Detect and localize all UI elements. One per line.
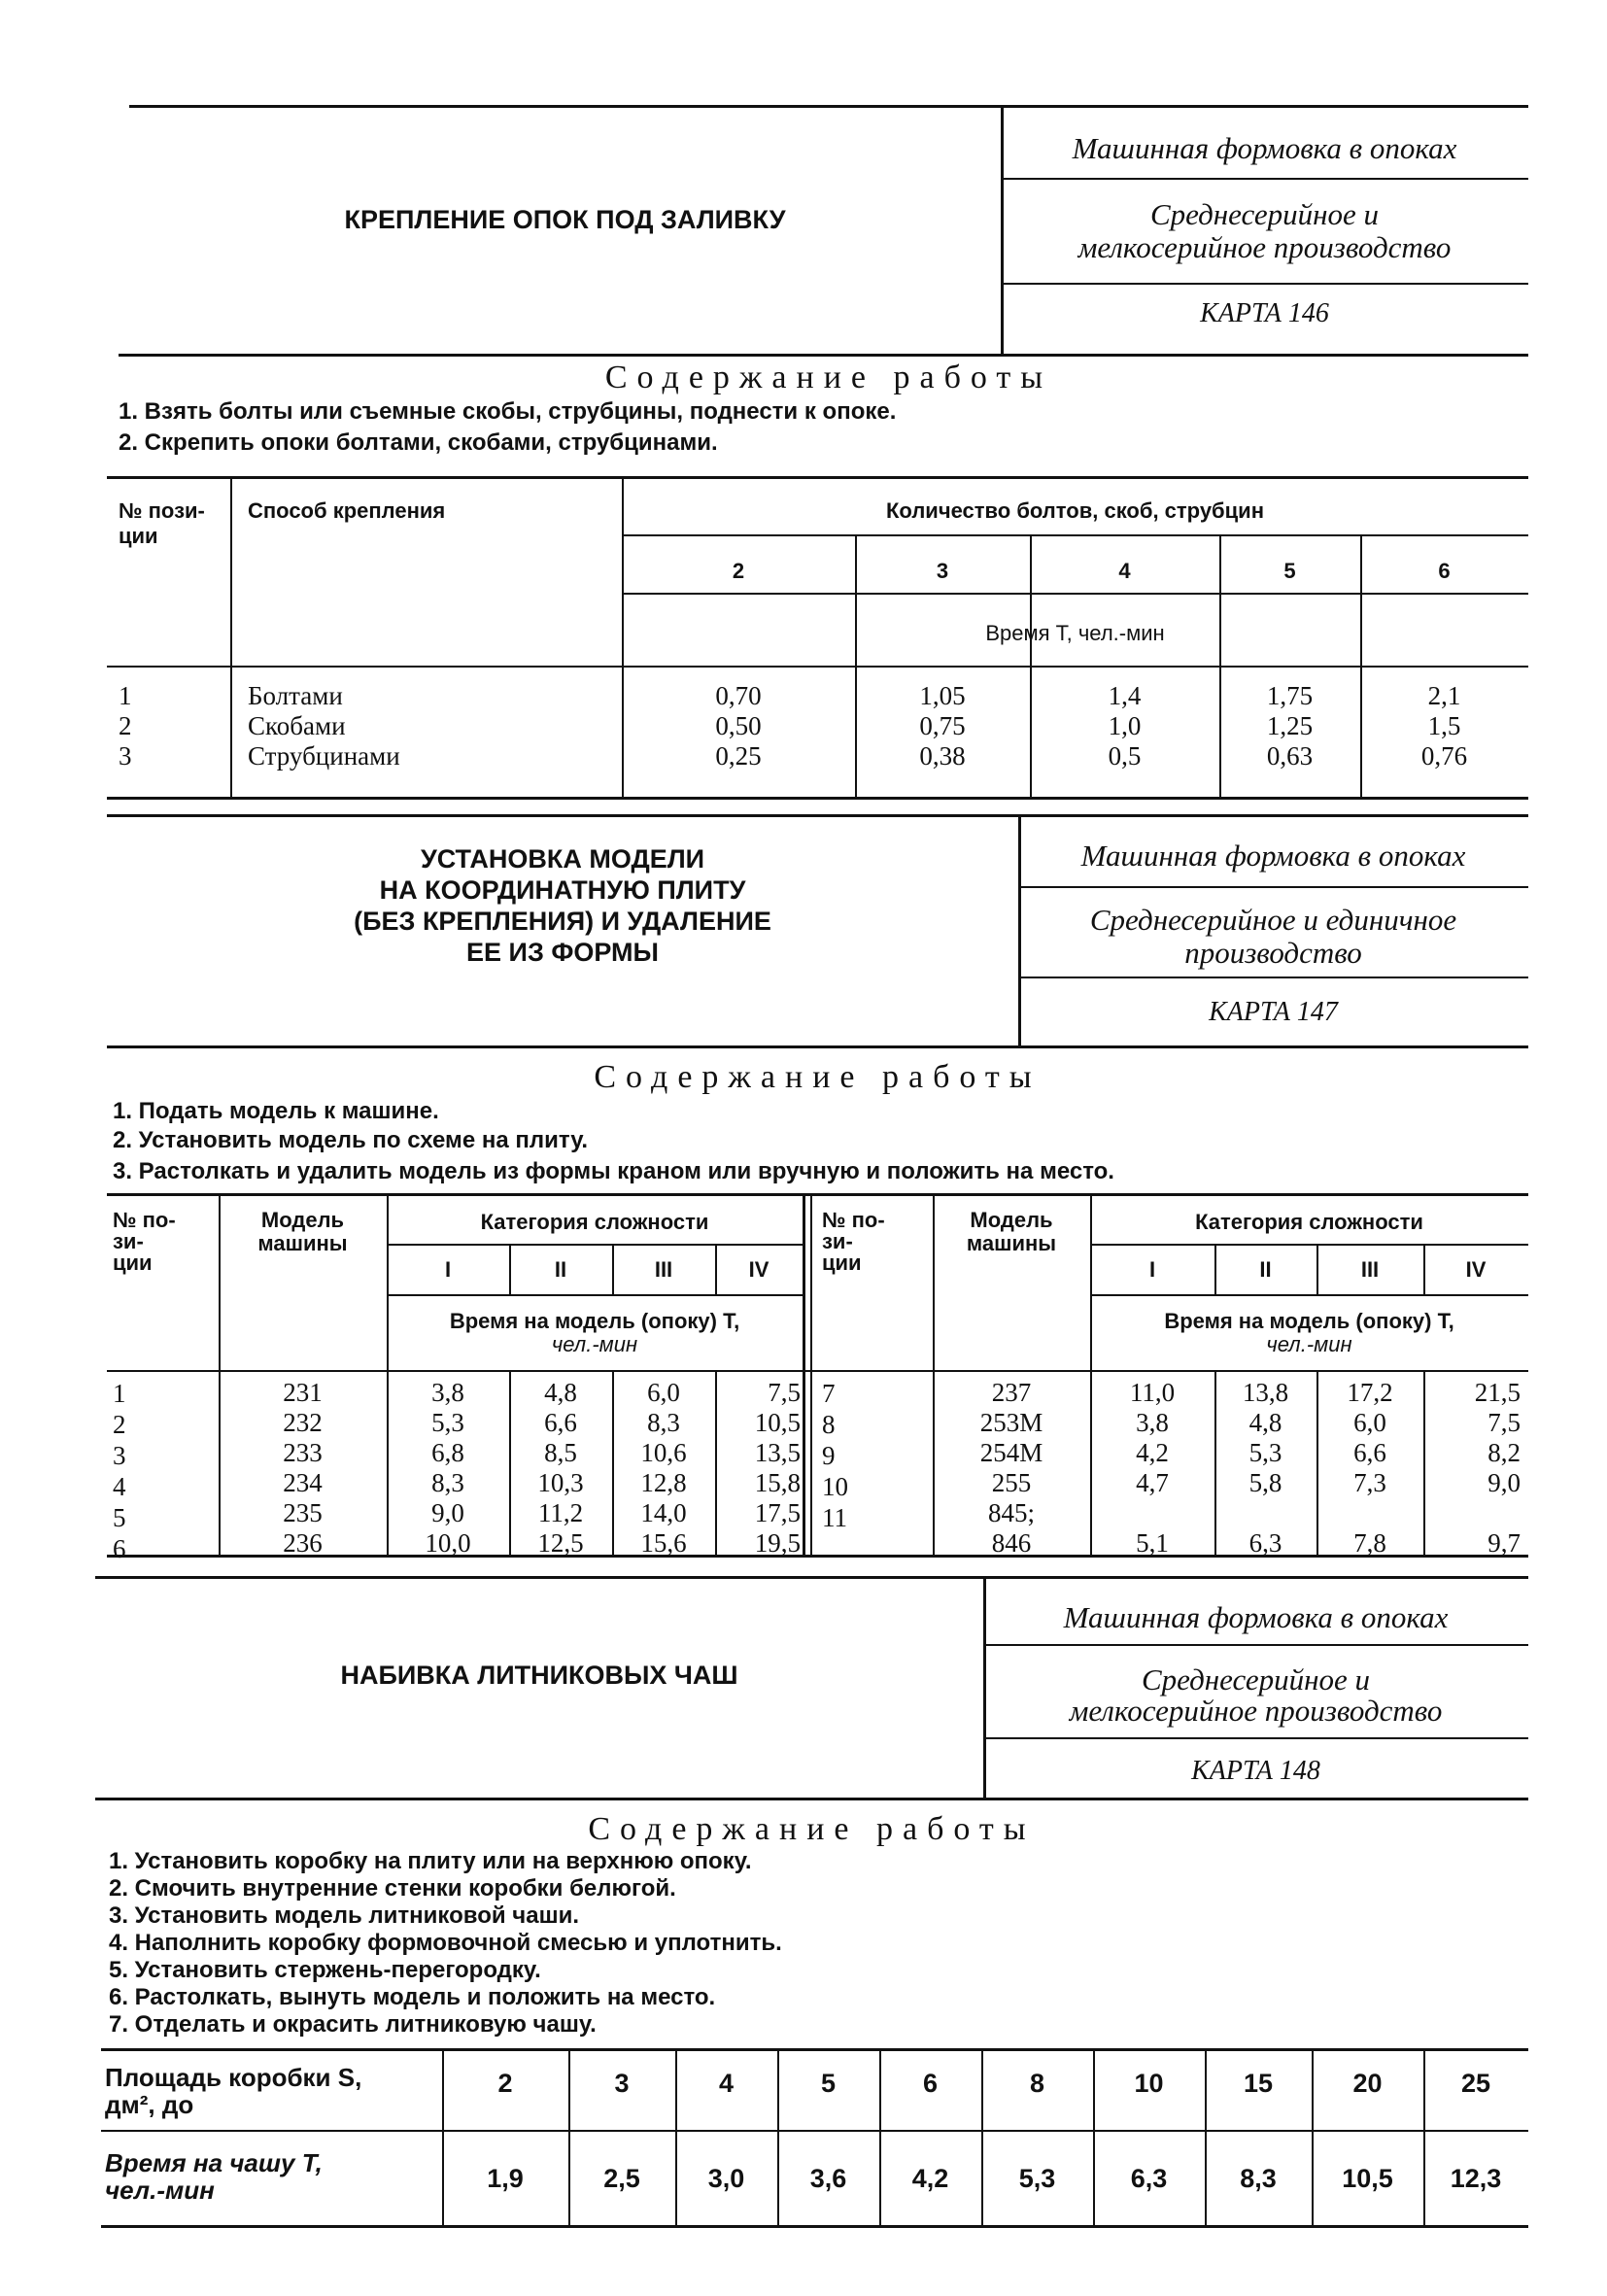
area-value: 10 bbox=[1134, 2069, 1164, 2098]
row-position: 3 bbox=[113, 1441, 126, 1470]
row-position: 3 bbox=[119, 741, 132, 771]
card-title-line: ЕЕ ИЗ ФОРМЫ bbox=[466, 938, 659, 967]
rule bbox=[101, 2048, 1528, 2051]
table-cell: 0,25 bbox=[715, 741, 762, 771]
card-title-line: НА КООРДИНАТНУЮ ПЛИТУ bbox=[379, 875, 746, 905]
table-cell: 13,8 bbox=[1242, 1378, 1289, 1407]
table-cell: 0,5 bbox=[1108, 741, 1142, 771]
col-header-position: № пози- bbox=[119, 498, 205, 523]
row-label-time: Время на чашу T, bbox=[105, 2148, 323, 2177]
table-cell: 1,05 bbox=[919, 681, 966, 710]
rule bbox=[107, 476, 1528, 479]
area-value: 5 bbox=[820, 2069, 837, 2098]
card-title-line: (БЕЗ КРЕПЛЕНИЯ) И УДАЛЕНИЕ bbox=[354, 907, 771, 936]
model-cell: 255 bbox=[991, 1468, 1032, 1497]
table-cell: 1,25 bbox=[1266, 711, 1314, 740]
table-cell: 17,2 bbox=[1347, 1378, 1393, 1407]
time-value: 10,5 bbox=[1342, 2164, 1393, 2193]
area-value: 25 bbox=[1460, 2069, 1491, 2098]
card-title: КРЕПЛЕНИЕ ОПОК ПОД ЗАЛИВКУ bbox=[344, 205, 786, 234]
table-cell: 10,5 bbox=[754, 1408, 801, 1437]
rule bbox=[107, 1370, 1528, 1372]
table-cell: 5,3 bbox=[1248, 1438, 1282, 1467]
category-iii-column bbox=[1316, 1378, 1423, 1559]
step-item: 3. Установить модель литниковой чаши. bbox=[109, 1902, 580, 1929]
time-label: Время на модель (опоку) T, bbox=[1164, 1309, 1454, 1333]
table-cell: 0,50 bbox=[715, 711, 762, 740]
model-cell: 231 bbox=[283, 1378, 323, 1407]
table-cell: 8,3 bbox=[647, 1408, 680, 1437]
table-cell: 9,7 bbox=[1487, 1528, 1521, 1558]
rule bbox=[803, 1193, 805, 1555]
table-cell: 7,5 bbox=[1487, 1408, 1521, 1437]
table-cell: 13,5 bbox=[754, 1438, 801, 1467]
row-label-area: Площадь коробки S, bbox=[105, 2063, 362, 2092]
table-cell: 5,8 bbox=[1248, 1468, 1282, 1497]
rule bbox=[387, 1294, 803, 1296]
row-position: 2 bbox=[113, 1410, 126, 1439]
time-value: 6,3 bbox=[1130, 2164, 1168, 2193]
table-cell: 4,7 bbox=[1136, 1468, 1169, 1497]
models-column bbox=[933, 1378, 1090, 1559]
time-value: 4,2 bbox=[911, 2164, 949, 2193]
table-cell: 0,75 bbox=[919, 711, 966, 740]
table-cell bbox=[1214, 1498, 1316, 1528]
rule bbox=[983, 1737, 1528, 1739]
formovka-type: Машинная формовка в опоках bbox=[1063, 1600, 1449, 1634]
table-cell: 7,8 bbox=[1353, 1528, 1386, 1558]
time-label: Время T, чел.-мин bbox=[985, 621, 1165, 645]
col-header-method: Способ крепления bbox=[248, 498, 446, 523]
table-cell: 8,2 bbox=[1487, 1438, 1521, 1467]
table-cell: 6,6 bbox=[544, 1408, 577, 1437]
time-label: чел.-мин bbox=[1266, 1332, 1352, 1356]
table-cell: 9,0 bbox=[1487, 1468, 1521, 1497]
row-position: 1 bbox=[113, 1379, 126, 1408]
table-cell: 1,4 bbox=[1108, 681, 1142, 710]
time-value: 3,0 bbox=[707, 2164, 745, 2193]
table-cell: 10,3 bbox=[537, 1468, 584, 1497]
table-cell: 6,3 bbox=[1248, 1528, 1282, 1558]
table-cell: 0,70 bbox=[715, 681, 762, 710]
row-method: Болтами bbox=[248, 681, 343, 710]
time-label: чел.-мин bbox=[551, 1332, 638, 1356]
category-label: III bbox=[1360, 1257, 1380, 1282]
rule bbox=[107, 814, 1528, 817]
category-iv-column bbox=[715, 1378, 801, 1559]
category-label: IV bbox=[1465, 1257, 1487, 1282]
table-cell: 7,5 bbox=[768, 1378, 801, 1407]
rule bbox=[1018, 977, 1528, 978]
card-number: КАРТА 146 bbox=[1200, 298, 1329, 328]
time-value: 5,3 bbox=[1018, 2164, 1056, 2193]
table-cell: 6,8 bbox=[431, 1438, 464, 1467]
card-number: КАРТА 148 bbox=[1191, 1756, 1320, 1786]
row-position: 11 bbox=[822, 1503, 847, 1532]
rule bbox=[95, 1576, 1528, 1579]
row-position: 8 bbox=[822, 1410, 836, 1439]
card-number: КАРТА 147 bbox=[1209, 997, 1338, 1027]
content-heading: Содержание работы bbox=[604, 360, 1053, 395]
time-label: Время на модель (опоку) T, bbox=[449, 1309, 740, 1333]
rule bbox=[622, 593, 1528, 595]
row-position: 2 bbox=[119, 711, 132, 740]
model-cell: 236 bbox=[283, 1528, 323, 1558]
area-value: 20 bbox=[1352, 2069, 1383, 2098]
area-value: 15 bbox=[1243, 2069, 1274, 2098]
time-value: 1,9 bbox=[487, 2164, 524, 2193]
step-item: 5. Установить стержень-перегородку. bbox=[109, 1957, 541, 1983]
col-header-model: Модель bbox=[260, 1208, 345, 1232]
area-value: 3 bbox=[614, 2069, 630, 2098]
col-header-model: машины bbox=[257, 1231, 348, 1255]
formovka-type: Машинная формовка в опоках bbox=[1072, 131, 1457, 165]
table-cell: 0,38 bbox=[919, 741, 966, 771]
row-position: 10 bbox=[822, 1472, 848, 1501]
row-position: 7 bbox=[822, 1379, 836, 1408]
col-header-position: ции bbox=[822, 1251, 862, 1275]
col-header-position: ции bbox=[119, 524, 158, 548]
col-header-model: машины bbox=[966, 1231, 1057, 1255]
models-column bbox=[219, 1378, 387, 1559]
area-value: 6 bbox=[922, 2069, 939, 2098]
model-cell: 253М bbox=[979, 1408, 1043, 1437]
rule bbox=[101, 2130, 1528, 2132]
table-cell: 17,5 bbox=[754, 1498, 801, 1527]
step-item: 2. Смочить внутренние стенки коробки белюгой. bbox=[109, 1875, 676, 1902]
content-heading: Содержание работы bbox=[594, 1059, 1042, 1095]
table-cell: 11,2 bbox=[537, 1498, 584, 1527]
category-label: III bbox=[654, 1257, 673, 1282]
row-label-time: чел.-мин bbox=[105, 2176, 215, 2205]
table-cell: 10,6 bbox=[640, 1438, 687, 1467]
model-cell: 234 bbox=[283, 1468, 323, 1497]
category-iii-column bbox=[612, 1378, 715, 1559]
production-type-line1: Среднесерийное и единичное bbox=[1089, 903, 1457, 937]
table-cell: 0,63 bbox=[1266, 741, 1314, 771]
rule bbox=[107, 1193, 1528, 1196]
card-title: НАБИВКА ЛИТНИКОВЫХ ЧАШ bbox=[340, 1661, 738, 1690]
step-item: 3. Растолкать и удалить модель из формы краном или вручную и положить на место. bbox=[113, 1158, 1114, 1184]
table-cell: 1,75 bbox=[1266, 681, 1314, 710]
table-cell: 8,5 bbox=[544, 1438, 577, 1467]
row-method: Струбцинами bbox=[248, 741, 400, 771]
area-value: 2 bbox=[497, 2069, 513, 2098]
rule bbox=[95, 1798, 1528, 1800]
step-item: 1. Взять болты или съемные скобы, струбцины, поднести к опоке. bbox=[119, 398, 897, 425]
table-cell bbox=[1423, 1498, 1521, 1528]
time-value: 3,6 bbox=[809, 2164, 847, 2193]
table-cell: 3,8 bbox=[1136, 1408, 1169, 1437]
table-cell: 14,0 bbox=[640, 1498, 687, 1527]
rule bbox=[1018, 886, 1528, 888]
col-header-position: ции bbox=[113, 1251, 153, 1275]
row-position: 5 bbox=[113, 1503, 126, 1532]
col-header-model: Модель bbox=[970, 1208, 1053, 1232]
content-heading: Содержание работы bbox=[588, 1811, 1036, 1847]
table-cell: 6,0 bbox=[647, 1378, 680, 1407]
production-type-line2: мелкосерийное производство bbox=[1077, 230, 1452, 264]
table-cell: 9,0 bbox=[431, 1498, 464, 1527]
step-item: 1. Установить коробку на плиту или на верхнюю опоку. bbox=[109, 1848, 752, 1874]
time-value: 2,5 bbox=[603, 2164, 640, 2193]
category-label: I bbox=[1148, 1257, 1156, 1282]
table-cell: 2,1 bbox=[1427, 681, 1461, 710]
table-cell: 15,8 bbox=[754, 1468, 801, 1497]
rule bbox=[119, 354, 1528, 357]
model-cell: 845; bbox=[987, 1498, 1035, 1527]
table-cell: 6,0 bbox=[1353, 1408, 1386, 1437]
table-cell: 12,8 bbox=[640, 1468, 687, 1497]
rule bbox=[1001, 283, 1528, 285]
row-method: Скобами bbox=[248, 711, 346, 740]
category-label: I bbox=[444, 1257, 452, 1282]
step-item: 2. Установить модель по схеме на плиту. bbox=[113, 1127, 589, 1153]
category-iv-column bbox=[1423, 1378, 1521, 1559]
positions-column bbox=[113, 1378, 210, 1564]
col-header-position: № по- bbox=[822, 1208, 885, 1232]
col-header-position: № по- bbox=[113, 1208, 176, 1232]
col-header-category: Категория сложности bbox=[480, 1210, 709, 1234]
row-position: 6 bbox=[113, 1534, 126, 1563]
table-cell bbox=[1316, 1498, 1423, 1528]
rule bbox=[387, 1244, 803, 1246]
rule bbox=[983, 1644, 1528, 1646]
table-cell: 4,2 bbox=[1136, 1438, 1169, 1467]
rule bbox=[230, 476, 232, 797]
qty-value: 2 bbox=[732, 559, 745, 583]
category-label: IV bbox=[748, 1257, 769, 1282]
step-item: 2. Скрепить опоки болтами, скобами, струбцинами. bbox=[119, 429, 718, 456]
card-title-line: УСТАНОВКА МОДЕЛИ bbox=[420, 844, 705, 874]
row-position: 1 bbox=[119, 681, 132, 710]
table-cell: 4,8 bbox=[1248, 1408, 1282, 1437]
table-cell: 19,5 bbox=[754, 1528, 801, 1558]
rule bbox=[107, 666, 1528, 668]
model-cell: 233 bbox=[283, 1438, 323, 1467]
col-header-position: зи- bbox=[822, 1229, 853, 1253]
rule bbox=[107, 1045, 1528, 1048]
qty-value: 3 bbox=[936, 559, 949, 583]
model-cell: 254М bbox=[979, 1438, 1043, 1467]
production-type-line2: мелкосерийное производство bbox=[1069, 1694, 1443, 1728]
production-type-line2: производство bbox=[1184, 936, 1362, 970]
model-cell: 846 bbox=[991, 1528, 1032, 1558]
model-cell: 235 bbox=[283, 1498, 323, 1527]
rule bbox=[622, 534, 1528, 536]
production-type-line1: Среднесерийное и bbox=[1149, 197, 1380, 231]
row-position: 4 bbox=[113, 1472, 126, 1501]
qty-value: 6 bbox=[1438, 559, 1451, 583]
category-i-column bbox=[1090, 1378, 1214, 1559]
table-cell: 12,5 bbox=[537, 1528, 584, 1558]
step-item: 7. Отделать и окрасить литниковую чашу. bbox=[109, 2011, 597, 2038]
table-cell: 0,76 bbox=[1420, 741, 1468, 771]
row-position bbox=[822, 1533, 929, 1563]
category-ii-column bbox=[1214, 1378, 1316, 1559]
time-value: 12,3 bbox=[1450, 2164, 1502, 2193]
category-label: II bbox=[554, 1257, 567, 1282]
table-cell: 3,8 bbox=[431, 1378, 464, 1407]
rule bbox=[107, 797, 1528, 800]
area-value: 8 bbox=[1029, 2069, 1045, 2098]
rule bbox=[101, 2225, 1528, 2228]
table-cell: 11,0 bbox=[1129, 1378, 1176, 1407]
table-cell: 5,1 bbox=[1136, 1528, 1169, 1558]
table-cell bbox=[1090, 1498, 1214, 1528]
table-cell: 1,0 bbox=[1108, 711, 1142, 740]
row-label-area: дм², до bbox=[105, 2090, 194, 2119]
step-item: 1. Подать модель к машине. bbox=[113, 1098, 439, 1124]
col-header-quantity: Количество болтов, скоб, струбцин bbox=[886, 498, 1264, 523]
table-cell: 15,6 bbox=[640, 1528, 687, 1558]
category-i-column bbox=[387, 1378, 509, 1559]
area-value: 4 bbox=[718, 2069, 735, 2098]
table-cell: 8,3 bbox=[431, 1468, 464, 1497]
category-label: II bbox=[1259, 1257, 1272, 1282]
table-cell: 6,6 bbox=[1353, 1438, 1386, 1467]
time-value: 8,3 bbox=[1240, 2164, 1277, 2193]
table-cell: 10,0 bbox=[425, 1528, 471, 1558]
qty-value: 4 bbox=[1118, 559, 1131, 583]
table-cell: 1,5 bbox=[1427, 711, 1461, 740]
step-item: 4. Наполнить коробку формовочной смесью и уплотнить. bbox=[109, 1930, 782, 1956]
formovka-type: Машинная формовка в опоках bbox=[1080, 839, 1466, 873]
model-cell: 237 bbox=[991, 1378, 1032, 1407]
col-header-position: зи- bbox=[113, 1229, 144, 1253]
production-type-line1: Среднесерийное и bbox=[1141, 1662, 1371, 1696]
rule bbox=[1090, 1244, 1528, 1246]
step-item: 6. Растолкать, вынуть модель и положить на место. bbox=[109, 1984, 716, 2010]
category-ii-column bbox=[509, 1378, 612, 1559]
qty-value: 5 bbox=[1283, 559, 1296, 583]
table-cell: 7,3 bbox=[1353, 1468, 1386, 1497]
rule bbox=[1001, 178, 1528, 180]
table-cell: 5,3 bbox=[431, 1408, 464, 1437]
model-cell: 232 bbox=[283, 1408, 323, 1437]
table-cell: 4,8 bbox=[544, 1378, 577, 1407]
col-header-category: Категория сложности bbox=[1195, 1210, 1423, 1234]
rule bbox=[810, 1193, 812, 1555]
positions-column bbox=[822, 1378, 929, 1563]
rule bbox=[1090, 1294, 1528, 1296]
row-position: 9 bbox=[822, 1441, 836, 1470]
table-cell: 21,5 bbox=[1474, 1378, 1521, 1407]
rule bbox=[129, 105, 1528, 108]
